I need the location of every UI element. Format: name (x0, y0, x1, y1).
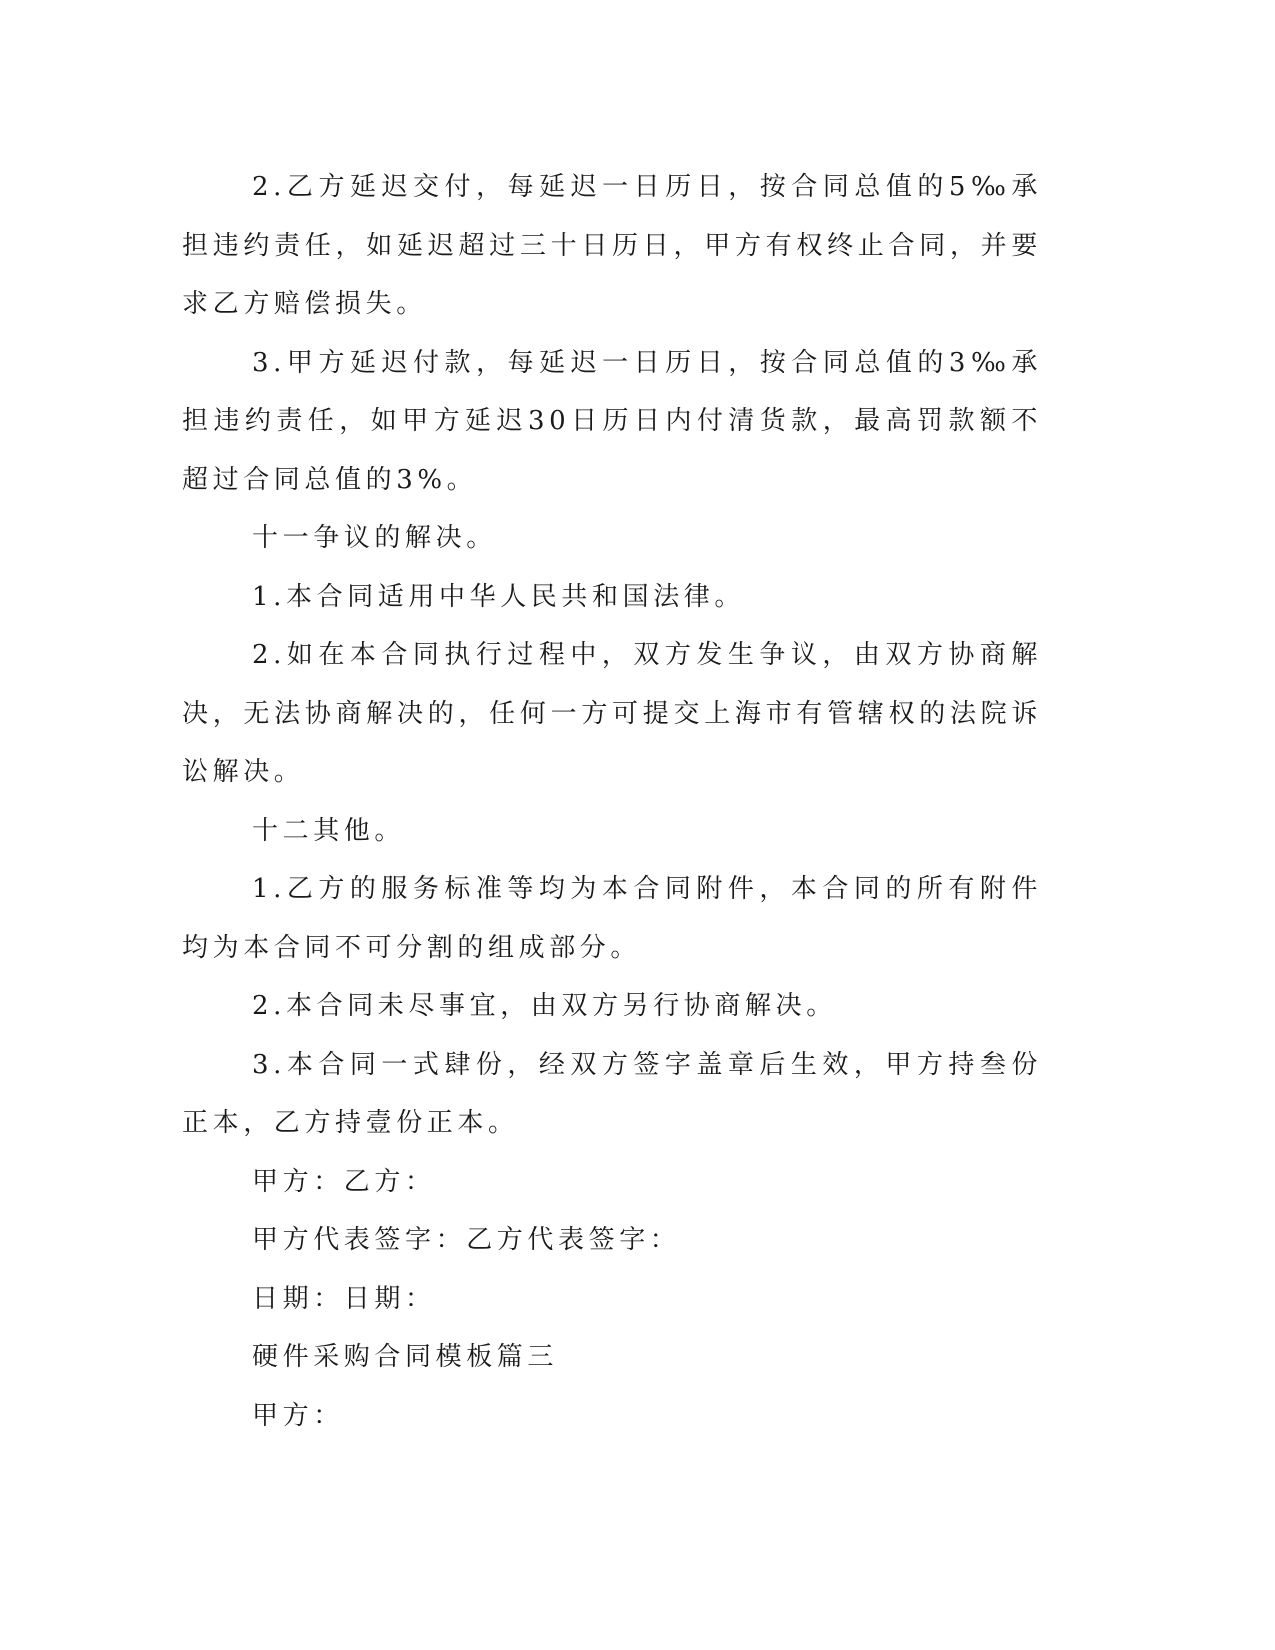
document-section-title: 硬件采购合同模板篇三 (252, 1342, 559, 1372)
clause-paragraph: 3.甲方延迟付款，每延迟一日历日，按合同总值的3‰承担违约责任，如甲方延迟30日历日内付清货款，最高罚款额不超过合同总值的3%。 (182, 347, 1042, 495)
party-line: 甲方：乙方： (252, 1166, 436, 1197)
clause-paragraph: 3.本合同一式肆份，经双方签字盖章后生效，甲方持叁份正本，乙方持壹份正本。 (182, 1049, 1042, 1138)
clause-paragraph: 2.本合同未尽事宜，由双方另行协商解决。 (252, 991, 837, 1021)
date-line: 日期：日期： (252, 1283, 436, 1314)
clause-paragraph: 2.乙方延迟交付，每延迟一日历日，按合同总值的5‰承担违约责任，如延迟超过三十日历日，甲方有权终止合同，并要求乙方赔偿损失。 (182, 172, 1042, 319)
clause-paragraph: 1.乙方的服务标准等均为本合同附件，本合同的所有附件均为本合同不可分割的组成部分。 (182, 874, 1042, 963)
document-body (182, 158, 1042, 1445)
section-heading: 十一争议的解决。 (252, 523, 497, 553)
signature-line: 甲方代表签字：乙方代表签字： (252, 1225, 681, 1255)
party-line: 甲方： (252, 1400, 344, 1431)
clause-paragraph: 1.本合同适用中华人民共和国法律。 (252, 581, 746, 612)
section-heading: 十二其他。 (252, 815, 406, 846)
clause-paragraph: 2.如在本合同执行过程中，双方发生争议，由双方协商解决，无法协商解决的，任何一方可提交上海市有管辖权的法院诉讼解决。 (182, 640, 1042, 787)
